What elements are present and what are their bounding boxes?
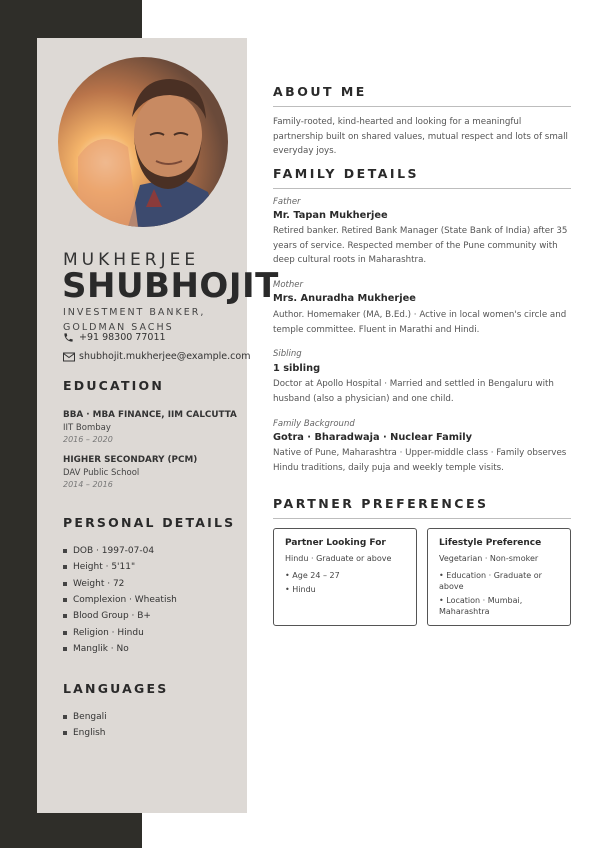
partner-looking-for-card [273,528,417,626]
list-item: Height · 5'11" [63,559,177,575]
list-item: DOB · 1997-07-04 [63,543,177,559]
contact-phone [63,332,166,343]
personal-details-heading: PERSONAL DETAILS [63,515,236,530]
job-title-line-2: GOLDMAN SACHS [63,322,174,333]
about-text: Family-rooted, kind-hearted and looking for a meaningful partnership built on shared values, mutual respect and lots of small everyday joys. [273,117,568,156]
phone-number: +91 98300 77011 [79,332,166,343]
family-desc-father: Retired banker. Retired Bank Manager (State Bank of India) after 35 years of service. Respected member of the Pune community with deep cultural roots in Maharashtra. [273,226,568,265]
education-degree-2: HIGHER SECONDARY (PCM) [63,455,198,465]
job-title [63,305,243,335]
family-name-sibling: 1 sibling [273,363,321,374]
languages-list [63,709,107,742]
card-title: Lifestyle Preference [439,538,542,548]
family-desc-sibling: Doctor at Apollo Hospital · Married and settled in Bengaluru with husband (also a physician) and one child. [273,379,554,404]
mail-icon [63,352,75,362]
card-list [285,570,405,595]
job-title-line-1: INVESTMENT BANKER, [63,307,206,318]
list-item: Bengali [63,709,107,725]
family-relation-mother: Mother [273,280,303,290]
card-title: Partner Looking For [285,538,386,548]
education-years-2: 2014 – 2016 [63,480,113,489]
list-item: English [63,725,107,741]
education-heading: EDUCATION [63,378,165,393]
lifestyle-preference-card [427,528,571,626]
card-subtitle: Hindu · Graduate or above [285,554,392,563]
personal-details-list [63,543,177,657]
family-relation-background: Family Background [273,419,355,429]
surname: MUKHERJEE [63,250,200,270]
family-name-father: Mr. Tapan Mukherjee [273,210,388,221]
phone-icon [63,332,75,343]
email-address[interactable]: shubhojit.mukherjee@example.com [79,351,251,362]
contact-email [63,351,250,362]
section-divider [273,106,571,107]
family-heading: FAMILY DETAILS [273,166,420,181]
first-name: SHUBHOJIT [62,266,279,306]
education-degree-1: BBA · MBA FINANCE, IIM CALCUTTA [63,410,237,420]
family-relation-sibling: Sibling [273,349,302,359]
family-name-mother: Mrs. Anuradha Mukherjee [273,293,416,304]
education-institution-1: IIT Bombay [63,423,111,433]
section-divider [273,188,571,189]
list-item: Manglik · No [63,641,177,657]
family-name-background: Gotra · Bharadwaja · Nuclear Family [273,432,472,443]
profile-photo [58,57,228,227]
list-item: Religion · Hindu [63,624,177,640]
partner-preferences-heading: PARTNER PREFERENCES [273,496,489,511]
languages-heading: LANGUAGES [63,681,169,696]
education-institution-2: DAV Public School [63,468,140,478]
list-item: • Hindu [285,585,316,594]
list-item: • Age 24 – 27 [285,571,340,580]
family-relation-father: Father [273,197,301,207]
card-subtitle: Vegetarian · Non-smoker [439,554,539,563]
list-item: • Education · Graduate or above [439,571,542,591]
section-divider [273,518,571,519]
education-years-1: 2016 – 2020 [63,435,113,444]
about-heading: ABOUT ME [273,84,367,99]
list-item: Complexion · Wheatish [63,592,177,608]
list-item: Blood Group · B+ [63,608,177,624]
family-desc-background: Native of Pune, Maharashtra · Upper-middle class · Family observes Hindu traditions, daily puja and weekly temple visits. [273,448,567,473]
list-item: Weight · 72 [63,576,177,592]
card-list [439,570,559,617]
list-item: • Location · Mumbai, Maharashtra [439,596,523,616]
family-desc-mother: Author. Homemaker (MA, B.Ed.) · Active in local women's circle and temple committee. Fluent in Marathi and Hindi. [273,310,567,335]
